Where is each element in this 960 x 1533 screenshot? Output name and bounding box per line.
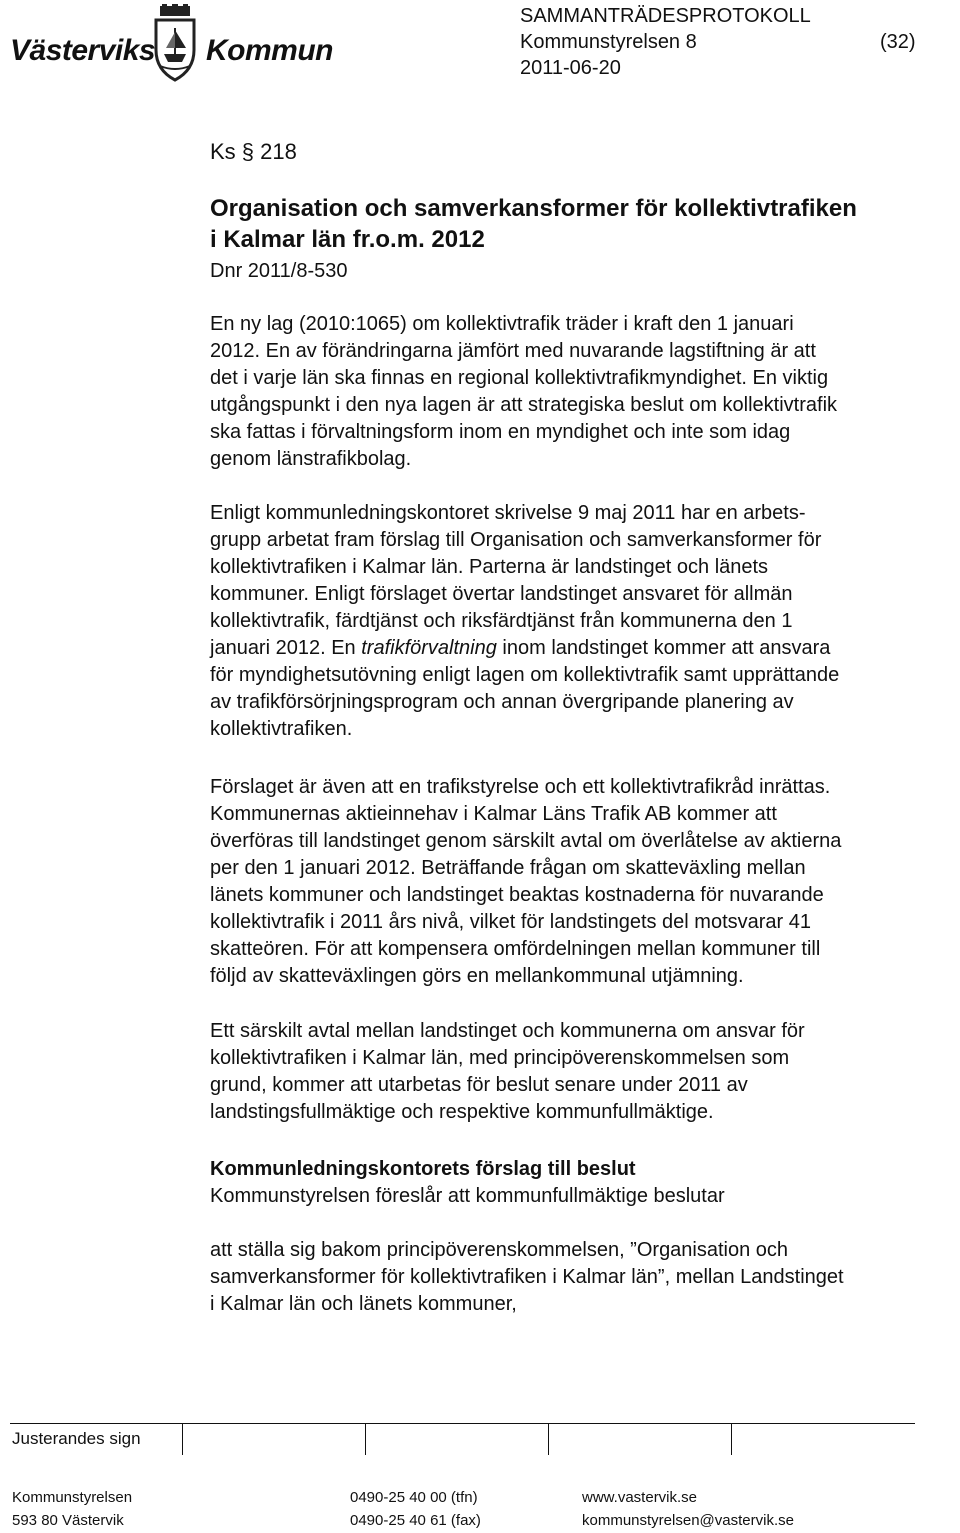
paragraph-2-part-b: inom landstinget kommer att ansvara för myndighetsutövning enligt lagen om kollektivtrafik samt upprättande av trafikförsörjningsprogram och annan övergripande planering av kollektivtrafiken. bbox=[210, 637, 840, 740]
paragraph-4: Ett särskilt avtal mellan landstinget och kommunerna om ansvar för kollektivtrafiken i Kalmar län, med principöverenskommelsen som grund, kommer att utarbetas för beslut senare under 2011 av landstingsfullmäktige och respektive kommunfullmäktige. bbox=[210, 1020, 805, 1123]
paragraph-2-emphasis: trafikförvaltning bbox=[361, 637, 497, 659]
footer-email-link[interactable]: kommunstyrelsen@vastervik.se bbox=[582, 1512, 794, 1529]
signature-box-divider-3 bbox=[548, 1423, 549, 1455]
section-title: Organisation och samverkansformer för kollektivtrafiken i Kalmar län fr.o.m. 2012 bbox=[210, 195, 857, 253]
protocol-title: SAMMANTRÄDESPROTOKOLL bbox=[520, 5, 811, 27]
footer-fax: 0490-25 40 61 (fax) bbox=[350, 1512, 481, 1529]
signature-box-divider-4 bbox=[731, 1423, 732, 1455]
proposal-text: att ställa sig bakom principöverenskommelsen, ”Organisation och samverkansformer för kollektivtrafiken i Kalmar län”, mellan Landstinget i Kalmar län och länets kommuner, bbox=[210, 1239, 844, 1315]
signature-box-divider-1 bbox=[182, 1423, 183, 1455]
signature-box-divider-2 bbox=[365, 1423, 366, 1455]
proposal-intro: Kommunstyrelsen föreslår att kommunfullmäktige beslutar bbox=[210, 1185, 725, 1207]
municipality-logo bbox=[8, 4, 333, 94]
footer-website-link[interactable]: www.vastervik.se bbox=[582, 1489, 698, 1506]
logo-text-left: Västerviks bbox=[10, 34, 156, 67]
paragraph-2 bbox=[210, 500, 960, 743]
footer-phone: 0490-25 40 00 (tfn) bbox=[350, 1489, 478, 1506]
paragraph-reference: Ks § 218 bbox=[210, 139, 297, 164]
proposal-heading: Kommunledningskontorets förslag till beslut bbox=[210, 1158, 636, 1180]
meeting-date: 2011-06-20 bbox=[520, 57, 621, 79]
footer-org: Kommunstyrelsen bbox=[12, 1489, 133, 1506]
paragraph-2-part-a: Enligt kommunledningskontoret skrivelse 9 maj 2011 har en arbets- grupp arbetat fram förslag till Organisation och samverkansformer för kollektivtrafiken i Kalmar län. Parterna är landstinget och länets kommuner. Enligt förslaget övertar landstinget ansvaret för allmän kollektivtrafik, färdtjänst och riksfärdtjänst från kommunerna den 1 januari 2012. En bbox=[210, 502, 822, 659]
logo-text-right: Kommun bbox=[206, 34, 333, 67]
signature-top-rule bbox=[10, 1423, 915, 1424]
footer-address: 593 80 Västervik bbox=[12, 1512, 124, 1529]
committee-label: Kommunstyrelsen 8 bbox=[520, 31, 697, 53]
coat-of-arms-icon bbox=[150, 4, 200, 84]
diary-number: Dnr 2011/8-530 bbox=[210, 260, 348, 282]
signature-label: Justerandes sign bbox=[12, 1429, 141, 1448]
paragraph-1: En ny lag (2010:1065) om kollektivtrafik träder i kraft den 1 januari 2012. En av förändringarna jämfört med nuvarande lagstiftning är att det i varje län ska finnas en regional kollektivtrafikmyndighet. En viktig utgångspunkt i den nya lagen är att strategiska beslut om kollektivtrafik ska fattas i förvaltningsform inom en myndighet och inte som idag genom länstrafikbolag. bbox=[210, 313, 838, 470]
page-number: (32) bbox=[880, 31, 916, 53]
paragraph-3: Förslaget är även att en trafikstyrelse och ett kollektivtrafikråd inrättas. Kommunernas aktieinnehav i Kalmar Läns Trafik AB kommer att överföras till landstinget genom särskilt avtal om överlåtelse av aktierna per den 1 januari 2012. Beträffande frågan om skatteväxling mellan länets kommuner och landstinget beaktas kostnaderna för nuvarande kollektivtrafik i 2011 års nivå, vilket för landstingets del motsvarar 41 skatteören. För att kompensera omfördelningen mellan kommuner till följd av skatteväxlingen görs en mellankommunal utjämning. bbox=[210, 776, 842, 987]
